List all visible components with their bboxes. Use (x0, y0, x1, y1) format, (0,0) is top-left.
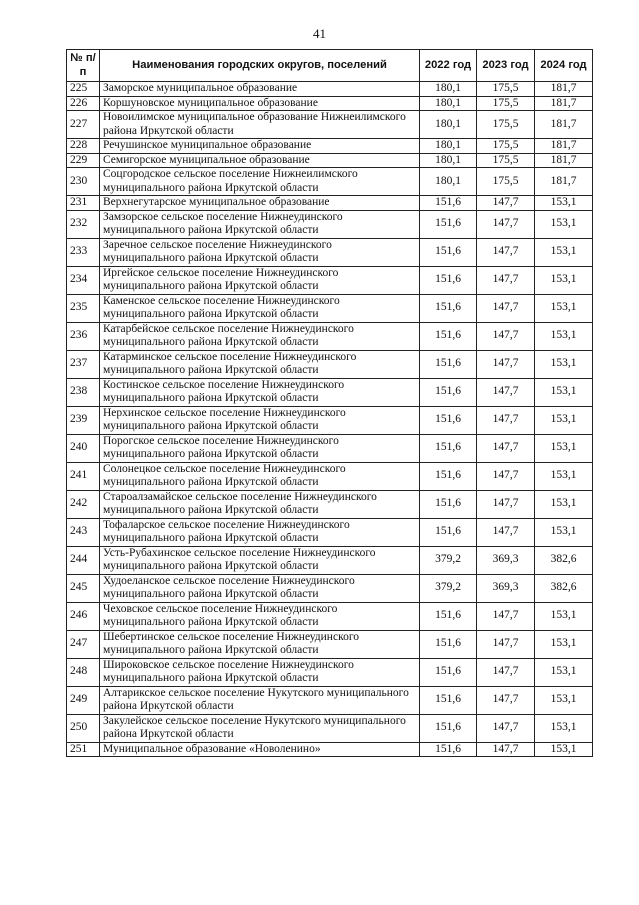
value-2023: 175,5 (477, 153, 535, 168)
value-2023: 147,7 (477, 518, 535, 546)
row-number: 240 (67, 434, 100, 462)
row-name: Иргейское сельское поселение Нижнеудинского муниципального района Иркутской области (100, 266, 420, 294)
value-2023: 369,3 (477, 546, 535, 574)
table-row (67, 490, 593, 518)
row-name: Чеховское сельское поселение Нижнеудинского муниципального района Иркутской области (100, 602, 420, 630)
table-row (67, 546, 593, 574)
value-2023: 147,7 (477, 322, 535, 350)
table-row (67, 350, 593, 378)
row-name: Катарбейское сельское поселение Нижнеудинского муниципального района Иркутской области (100, 322, 420, 350)
row-number: 232 (67, 210, 100, 238)
value-2023: 369,3 (477, 574, 535, 602)
row-number: 251 (67, 742, 100, 757)
value-2022: 180,1 (420, 168, 477, 196)
value-2022: 151,6 (420, 266, 477, 294)
value-2023: 147,7 (477, 742, 535, 757)
row-number: 250 (67, 714, 100, 742)
value-2024: 153,1 (535, 518, 593, 546)
value-2022: 151,6 (420, 350, 477, 378)
row-number: 248 (67, 658, 100, 686)
table-row (67, 153, 593, 168)
row-number: 237 (67, 350, 100, 378)
value-2022: 151,6 (420, 742, 477, 757)
data-table (66, 49, 593, 757)
table-row (67, 294, 593, 322)
value-2022: 151,6 (420, 210, 477, 238)
row-number: 228 (67, 139, 100, 154)
row-name: Каменское сельское поселение Нижнеудинского муниципального района Иркутской области (100, 294, 420, 322)
row-number: 247 (67, 630, 100, 658)
row-name: Худоеланское сельское поселение Нижнеудинского муниципального района Иркутской области (100, 574, 420, 602)
row-name: Заморское муниципальное образование (100, 82, 420, 97)
table-row (67, 518, 593, 546)
page-number: 41 (313, 26, 326, 41)
row-name: Замзорское сельское поселение Нижнеудинского муниципального района Иркутской области (100, 210, 420, 238)
row-number: 244 (67, 546, 100, 574)
row-number: 238 (67, 378, 100, 406)
row-name: Староалзамайское сельское поселение Нижнеудинского муниципального района Иркутской области (100, 490, 420, 518)
table-row (67, 462, 593, 490)
row-number: 234 (67, 266, 100, 294)
table-row (67, 686, 593, 714)
value-2022: 180,1 (420, 96, 477, 111)
value-2022: 151,6 (420, 490, 477, 518)
row-name: Муниципальное образование «Новоленино» (100, 742, 420, 757)
row-name: Солонецкое сельское поселение Нижнеудинского муниципального района Иркутской области (100, 462, 420, 490)
row-number: 225 (67, 82, 100, 97)
table-row (67, 238, 593, 266)
table-row (67, 210, 593, 238)
value-2023: 147,7 (477, 196, 535, 211)
value-2024: 153,1 (535, 210, 593, 238)
row-name: Речушинское муниципальное образование (100, 139, 420, 154)
value-2023: 147,7 (477, 266, 535, 294)
value-2024: 153,1 (535, 378, 593, 406)
row-name: Заречное сельское поселение Нижнеудинского муниципального района Иркутской области (100, 238, 420, 266)
value-2022: 151,6 (420, 462, 477, 490)
value-2022: 180,1 (420, 82, 477, 97)
row-number: 241 (67, 462, 100, 490)
table-row (67, 658, 593, 686)
value-2022: 151,6 (420, 658, 477, 686)
table-row (67, 168, 593, 196)
row-name: Усть-Рубахинское сельское поселение Нижнеудинского муниципального района Иркутской области (100, 546, 420, 574)
value-2024: 382,6 (535, 546, 593, 574)
table-row (67, 111, 593, 139)
row-name: Закулейское сельское поселение Нукутского муниципального района Иркутской области (100, 714, 420, 742)
value-2022: 180,1 (420, 111, 477, 139)
value-2024: 153,1 (535, 238, 593, 266)
table-row (67, 139, 593, 154)
value-2024: 153,1 (535, 658, 593, 686)
value-2022: 151,6 (420, 602, 477, 630)
row-number: 239 (67, 406, 100, 434)
value-2023: 147,7 (477, 238, 535, 266)
table-row (67, 406, 593, 434)
value-2023: 147,7 (477, 210, 535, 238)
value-2022: 151,6 (420, 714, 477, 742)
header-2022: 2022 год (420, 50, 477, 82)
page-bottom-margin (0, 817, 639, 905)
row-name: Новоилимское муниципальное образование Нижнеилимского района Иркутской области (100, 111, 420, 139)
value-2024: 153,1 (535, 602, 593, 630)
row-name: Семигорское муниципальное образование (100, 153, 420, 168)
value-2024: 153,1 (535, 196, 593, 211)
value-2023: 175,5 (477, 168, 535, 196)
value-2024: 153,1 (535, 630, 593, 658)
row-number: 249 (67, 686, 100, 714)
table-row (67, 714, 593, 742)
value-2024: 181,7 (535, 168, 593, 196)
value-2022: 151,6 (420, 686, 477, 714)
row-number: 242 (67, 490, 100, 518)
row-number: 230 (67, 168, 100, 196)
header-name: Наименования городских округов, поселений (100, 50, 420, 82)
value-2024: 181,7 (535, 139, 593, 154)
row-name: Шебертинское сельское поселение Нижнеудинского муниципального района Иркутской области (100, 630, 420, 658)
table-row (67, 602, 593, 630)
value-2024: 153,1 (535, 714, 593, 742)
value-2023: 147,7 (477, 686, 535, 714)
row-number: 229 (67, 153, 100, 168)
row-number: 246 (67, 602, 100, 630)
value-2024: 153,1 (535, 266, 593, 294)
row-number: 226 (67, 96, 100, 111)
value-2024: 153,1 (535, 462, 593, 490)
row-number: 235 (67, 294, 100, 322)
value-2022: 151,6 (420, 322, 477, 350)
value-2022: 379,2 (420, 546, 477, 574)
value-2024: 153,1 (535, 406, 593, 434)
value-2024: 153,1 (535, 322, 593, 350)
value-2023: 147,7 (477, 294, 535, 322)
value-2024: 153,1 (535, 294, 593, 322)
value-2023: 147,7 (477, 378, 535, 406)
row-name: Порогское сельское поселение Нижнеудинского муниципального района Иркутской области (100, 434, 420, 462)
value-2022: 151,6 (420, 406, 477, 434)
row-number: 243 (67, 518, 100, 546)
row-number: 233 (67, 238, 100, 266)
row-name: Костинское сельское поселение Нижнеудинского муниципального района Иркутской области (100, 378, 420, 406)
row-number: 245 (67, 574, 100, 602)
value-2022: 151,6 (420, 196, 477, 211)
value-2022: 379,2 (420, 574, 477, 602)
value-2024: 181,7 (535, 82, 593, 97)
header-2024: 2024 год (535, 50, 593, 82)
row-name: Коршуновское муниципальное образование (100, 96, 420, 111)
table-row (67, 82, 593, 97)
table-row (67, 378, 593, 406)
value-2023: 147,7 (477, 630, 535, 658)
value-2023: 147,7 (477, 350, 535, 378)
row-name: Тофаларское сельское поселение Нижнеудинского муниципального района Иркутской области (100, 518, 420, 546)
value-2024: 153,1 (535, 434, 593, 462)
row-name: Верхнегутарское муниципальное образование (100, 196, 420, 211)
value-2022: 180,1 (420, 153, 477, 168)
value-2022: 151,6 (420, 518, 477, 546)
value-2024: 382,6 (535, 574, 593, 602)
table-row (67, 322, 593, 350)
value-2023: 175,5 (477, 139, 535, 154)
value-2024: 153,1 (535, 686, 593, 714)
header-2023: 2023 год (477, 50, 535, 82)
table-row (67, 574, 593, 602)
table-header-row (67, 50, 593, 82)
value-2022: 180,1 (420, 139, 477, 154)
value-2022: 151,6 (420, 238, 477, 266)
row-number: 227 (67, 111, 100, 139)
value-2023: 147,7 (477, 462, 535, 490)
row-name: Алтарикское сельское поселение Нукутского муниципального района Иркутской области (100, 686, 420, 714)
value-2024: 181,7 (535, 153, 593, 168)
value-2022: 151,6 (420, 378, 477, 406)
value-2024: 153,1 (535, 490, 593, 518)
value-2023: 175,5 (477, 96, 535, 111)
value-2023: 175,5 (477, 82, 535, 97)
value-2024: 181,7 (535, 111, 593, 139)
table-row (67, 96, 593, 111)
row-name: Нерхинское сельское поселение Нижнеудинского муниципального района Иркутской области (100, 406, 420, 434)
row-number: 231 (67, 196, 100, 211)
value-2024: 153,1 (535, 742, 593, 757)
table-row (67, 630, 593, 658)
header-num: № п/п (67, 50, 100, 82)
value-2022: 151,6 (420, 630, 477, 658)
value-2022: 151,6 (420, 294, 477, 322)
value-2024: 181,7 (535, 96, 593, 111)
value-2022: 151,6 (420, 434, 477, 462)
row-name: Катарминское сельское поселение Нижнеудинского муниципального района Иркутской области (100, 350, 420, 378)
value-2023: 147,7 (477, 406, 535, 434)
value-2023: 147,7 (477, 602, 535, 630)
table-row (67, 434, 593, 462)
value-2023: 147,7 (477, 714, 535, 742)
table-row (67, 196, 593, 211)
table-row (67, 742, 593, 757)
row-number: 236 (67, 322, 100, 350)
value-2023: 175,5 (477, 111, 535, 139)
value-2024: 153,1 (535, 350, 593, 378)
value-2023: 147,7 (477, 434, 535, 462)
row-name: Широковское сельское поселение Нижнеудинского муниципального района Иркутской области (100, 658, 420, 686)
value-2023: 147,7 (477, 658, 535, 686)
row-name: Соцгородское сельское поселение Нижнеилимского муниципального района Иркутской области (100, 168, 420, 196)
value-2023: 147,7 (477, 490, 535, 518)
table-row (67, 266, 593, 294)
